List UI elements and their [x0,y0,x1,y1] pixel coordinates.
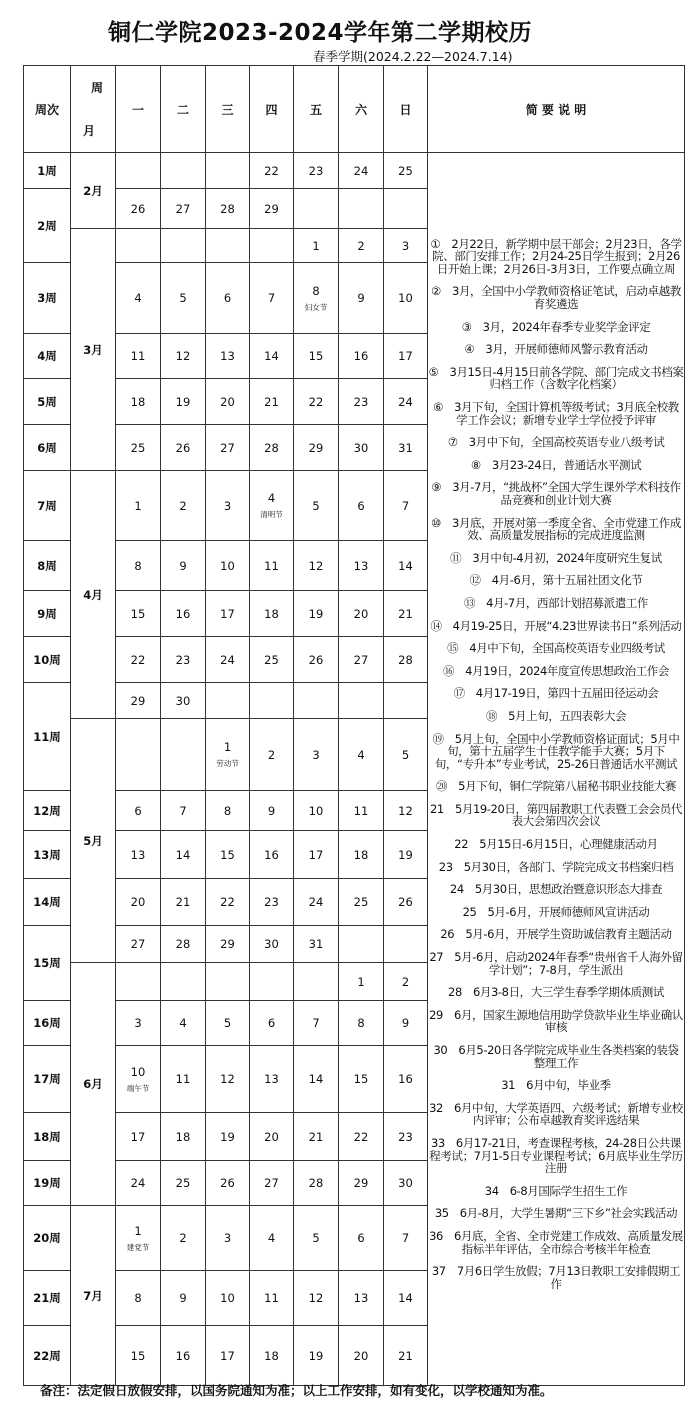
day-cell: 24 [116,1161,161,1206]
day-cell: 21 [384,1326,428,1386]
day-cell: 28 [161,926,206,963]
note-item: ⑮ 4月中下旬，全国高校英语专业四级考试 [447,641,665,656]
week-number: 3周 [24,263,71,334]
day-cell: 12 [294,541,339,591]
day-cell: 18 [116,379,161,425]
day-cell: 11 [339,791,384,831]
week-number: 14周 [24,879,71,926]
day-cell: 28 [250,425,294,471]
day-cell: 1 [294,229,339,263]
day-cell [116,1046,161,1113]
day-cell: 7 [384,471,428,541]
day-cell: 11 [250,541,294,591]
note-item: ② 3月，全国中小学教师资格证笔试，启动卓越教育奖遴选 [431,284,681,312]
day-cell [294,683,339,719]
week-number: 1周 [24,153,71,189]
day-cell: 7 [294,1001,339,1046]
day-cell: 5 [294,471,339,541]
note-item: ① 2月22日，新学期中层干部会；2月23日，各学院、部门安排工作；2月24-25日学生报到；2月26日开始上课；2月26日-3月3日，工作要点确立周 [430,236,682,276]
day-cell: 22 [339,1113,384,1161]
header-fri: 五 [294,66,339,153]
day-cell: 26 [161,425,206,471]
note-item: 26 5月-6月，开展学生资助诚信教育主题活动 [440,927,672,942]
day-cell: 6 [116,791,161,831]
day-cell: 3 [294,719,339,791]
note-item: 35 6月-8月，大学生暑期“三下乡”社会实践活动 [434,1206,678,1221]
header-thu: 四 [250,66,294,153]
holiday-label: 妇女节 [304,302,328,312]
day-cell: 19 [161,379,206,425]
day-number: 1 [223,740,232,754]
week-number: 16周 [24,1001,71,1046]
semester-range: 春季学期(2024.2.22—2024.7.14) [313,49,513,64]
day-cell [116,719,161,791]
notes-cell [428,153,685,1386]
header-week: 周次 [24,66,71,153]
header-week-month [71,66,116,153]
day-cell: 3 [116,1001,161,1046]
day-cell: 18 [250,591,294,637]
day-cell: 30 [250,926,294,963]
day-cell [206,719,250,791]
day-cell: 14 [161,831,206,879]
note-item: ③ 3月，2024年春季专业奖学金评定 [461,319,651,334]
day-cell: 30 [384,1161,428,1206]
note-item: ⑬ 4月-7月，西部计划招募派遣工作 [463,595,649,610]
day-cell: 15 [294,334,339,379]
day-cell: 9 [250,791,294,831]
header-yue: 月 [82,124,95,138]
day-cell: 11 [250,1271,294,1326]
day-cell: 30 [161,683,206,719]
note-item: 27 5月-6月，启动2024年春季“贵州省千人海外留学计划”；7-8月，学生派出 [429,950,683,977]
day-cell: 20 [339,1326,384,1386]
day-cell: 4 [250,1206,294,1271]
day-cell: 24 [206,637,250,683]
note-item: ⑲ 5月上旬，全国中小学教师资格证面试；5月中旬，第十五届学生十佳教学能手大赛；5月下旬，“专升本”专业考试，25-26日普通话水平测试 [432,731,680,771]
day-cell: 10 [206,1271,250,1326]
day-cell: 1 [339,963,384,1001]
day-cell: 10 [294,791,339,831]
note-item: ⑱ 5月上旬，五四表彰大会 [485,708,627,723]
day-cell: 27 [339,637,384,683]
day-cell: 23 [294,153,339,189]
note-item: 22 5月15日-6月15日，心理健康活动月 [454,837,658,852]
day-cell: 12 [384,791,428,831]
day-cell: 23 [161,637,206,683]
day-cell: 11 [116,334,161,379]
day-cell: 16 [250,831,294,879]
day-number: 1 [134,1223,142,1238]
holiday-label: 劳动节 [216,759,239,768]
week-number: 6周 [24,425,71,471]
month-label: 5月 [71,719,116,963]
day-cell [250,471,294,541]
day-cell: 7 [384,1206,428,1271]
footnote: 备注：法定假日放假安排，以国务院通知为准；以上工作安排，如有变化，以学校通知为准。 [40,1383,553,1398]
day-cell: 30 [339,425,384,471]
note-item: 29 6月，国家生源地信用助学贷款毕业生毕业确认审核 [429,1007,683,1035]
week-number: 10周 [24,637,71,683]
day-cell: 5 [206,1001,250,1046]
holiday-label: 清明节 [260,510,283,519]
day-cell [384,683,428,719]
day-cell: 2 [384,963,428,1001]
day-cell: 23 [250,879,294,926]
day-cell: 19 [294,591,339,637]
header-tue: 二 [161,66,206,153]
day-cell: 12 [161,334,206,379]
day-cell: 13 [250,1046,294,1113]
day-cell [161,719,206,791]
day-cell: 14 [294,1046,339,1113]
day-cell: 15 [116,1326,161,1386]
day-number: 4 [267,491,276,505]
day-cell [116,229,161,263]
note-item: ④ 3月，开展师德师风警示教育活动 [464,342,648,357]
week-number: 8周 [24,541,71,591]
day-number: 10 [130,1064,146,1079]
day-cell: 27 [116,926,161,963]
day-cell: 3 [206,471,250,541]
day-cell: 29 [250,189,294,229]
week-number: 9周 [24,591,71,637]
day-cell [116,963,161,1001]
day-cell [384,189,428,229]
day-number: 8 [312,283,320,298]
note-item: 25 5月-6月，开展师德师风宣讲活动 [462,904,650,919]
day-cell: 2 [161,471,206,541]
day-cell: 16 [339,334,384,379]
holiday-label: 端午节 [126,1083,150,1093]
note-item: 37 7月6日学生放假；7月13日教职工安排假期工作 [431,1264,681,1291]
day-cell: 29 [206,926,250,963]
day-cell [294,963,339,1001]
note-item: 28 6月3-8日，大三学生春季学期体质测试 [448,985,664,1000]
day-cell: 29 [294,425,339,471]
week-number: 2周 [24,189,71,263]
note-item: ⑤ 3月15日-4月15日前各学院、部门完成文书档案归档工作（含数字化档案） [428,364,684,392]
header-notes: 简 要 说 明 [428,66,685,153]
day-cell [250,683,294,719]
day-cell [250,963,294,1001]
note-item: 24 5月30日，思想政治暨意识形态大排查 [449,882,663,897]
day-cell: 23 [339,379,384,425]
day-cell: 17 [206,1326,250,1386]
day-cell: 17 [116,1113,161,1161]
day-cell: 31 [384,425,428,471]
day-cell: 13 [339,541,384,591]
day-cell: 9 [384,1001,428,1046]
header-wed: 三 [206,66,250,153]
week-number: 11周 [24,683,71,791]
week-number: 7周 [24,471,71,541]
week-number: 13周 [24,831,71,879]
day-cell: 27 [250,1161,294,1206]
day-cell: 5 [161,263,206,334]
day-cell: 8 [339,1001,384,1046]
day-cell: 20 [339,591,384,637]
day-cell: 26 [206,1161,250,1206]
day-cell: 31 [294,926,339,963]
day-cell: 9 [339,263,384,334]
day-cell [161,153,206,189]
day-cell: 5 [384,719,428,791]
day-cell: 16 [161,1326,206,1386]
note-item: 36 6月底，全省、全市党建工作成效、高质量发展指标半年评估，全市综合考核半年检查 [429,1228,683,1256]
day-cell: 11 [161,1046,206,1113]
day-cell: 16 [384,1046,428,1113]
day-cell: 8 [116,541,161,591]
note-item: ⑨ 3月-7月，“挑战杯”全国大学生课外学术科技作品竞赛和创业计划大赛 [431,480,681,507]
note-item: ⑳ 5月下旬，铜仁学院第八届秘书职业技能大赛 [435,779,676,794]
day-cell: 26 [294,637,339,683]
day-cell: 6 [206,263,250,334]
day-cell [206,683,250,719]
day-cell [339,926,384,963]
day-cell: 14 [384,541,428,591]
note-item: 31 6月中旬，毕业季 [501,1078,611,1093]
day-cell: 12 [206,1046,250,1113]
note-item: ⑭ 4月19-25日，开展“4.23世界读书日”系列活动 [430,618,682,633]
day-cell: 19 [206,1113,250,1161]
day-cell [116,153,161,189]
day-cell: 24 [294,879,339,926]
day-cell: 4 [161,1001,206,1046]
table-row [24,153,685,189]
note-item: ⑯ 4月19日，2024年度宣传思想政治工作会 [442,663,669,678]
day-cell: 8 [206,791,250,831]
day-cell [116,1206,161,1271]
note-item: 30 6月5-20日各学院完成毕业生各类档案的装袋整理工作 [433,1043,679,1070]
week-number: 22周 [24,1326,71,1386]
day-cell: 20 [116,879,161,926]
note-item: ⑩ 3月底，开展对第一季度全省、全市党建工作成效、高质量发展指标的完成进度监测 [431,515,681,543]
day-cell: 7 [250,263,294,334]
day-cell: 6 [339,1206,384,1271]
day-cell: 9 [161,1271,206,1326]
day-cell: 15 [206,831,250,879]
day-cell [384,926,428,963]
day-cell: 25 [161,1161,206,1206]
day-cell: 25 [250,637,294,683]
calendar-table [23,65,685,1386]
month-label: 3月 [71,229,116,471]
week-number: 5周 [24,379,71,425]
day-cell: 2 [161,1206,206,1271]
day-cell: 4 [116,263,161,334]
day-cell [161,229,206,263]
header-mon: 一 [116,66,161,153]
day-cell: 14 [250,334,294,379]
week-number: 12周 [24,791,71,831]
month-label: 6月 [71,963,116,1206]
day-cell: 17 [294,831,339,879]
day-cell: 28 [294,1161,339,1206]
day-cell: 27 [161,189,206,229]
day-cell: 2 [339,229,384,263]
day-cell: 26 [384,879,428,926]
day-cell: 28 [206,189,250,229]
note-item: 32 6月中旬，大学英语四、六级考试；新增专业校内评审；公布卓越教育奖评选结果 [429,1100,683,1128]
day-cell: 7 [161,791,206,831]
month-label: 2月 [71,153,116,229]
week-number: 19周 [24,1161,71,1206]
day-cell [339,683,384,719]
day-cell: 2 [250,719,294,791]
note-item: 33 6月17-21日，考查课程考核，24-28日公共课程考试；7月1-5日专业课程考试；6月底毕业生学历注册 [429,1135,683,1176]
day-cell: 17 [384,334,428,379]
day-cell: 6 [339,471,384,541]
day-cell: 22 [294,379,339,425]
day-cell [206,229,250,263]
note-item: ⑫ 4月-6月，第十五届社团文化节 [469,573,643,588]
day-cell: 18 [250,1326,294,1386]
day-cell: 19 [384,831,428,879]
note-item: ⑧ 3月23-24日，普通话水平测试 [470,457,642,472]
day-cell: 10 [384,263,428,334]
day-cell: 22 [250,153,294,189]
day-cell: 25 [384,153,428,189]
day-cell: 21 [294,1113,339,1161]
day-cell: 18 [339,831,384,879]
month-label: 7月 [71,1206,116,1386]
note-item: 21 5月19-20日，第四届教职工代表暨工会会员代表大会第四次会议 [430,801,682,829]
day-cell: 22 [206,879,250,926]
day-cell: 4 [339,719,384,791]
day-cell: 5 [294,1206,339,1271]
day-cell [294,189,339,229]
day-cell: 26 [116,189,161,229]
day-cell: 22 [116,637,161,683]
week-number: 4周 [24,334,71,379]
day-cell: 19 [294,1326,339,1386]
day-cell [250,229,294,263]
day-cell: 15 [116,591,161,637]
note-item: ⑰ 4月17-19日，第四十五届田径运动会 [453,686,659,701]
day-cell: 13 [206,334,250,379]
day-cell: 8 [116,1271,161,1326]
note-item: ⑦ 3月中下旬，全国高校英语专业八级考试 [447,435,665,450]
header-sun: 日 [384,66,428,153]
note-item: 23 5月30日，各部门、学院完成文书档案归档 [438,859,674,874]
day-cell: 24 [339,153,384,189]
day-cell: 28 [384,637,428,683]
day-cell: 20 [206,379,250,425]
day-cell: 21 [161,879,206,926]
header-row [24,66,685,153]
week-number: 15周 [24,926,71,1001]
note-item: 34 6-8月国际学生招生工作 [484,1183,628,1198]
day-cell: 25 [116,425,161,471]
day-cell: 14 [384,1271,428,1326]
day-cell: 6 [250,1001,294,1046]
day-cell: 24 [384,379,428,425]
header-sat: 六 [339,66,384,153]
page-title: 铜仁学院2023-2024学年第二学期校历 [107,20,533,46]
day-cell: 15 [339,1046,384,1113]
day-cell: 21 [384,591,428,637]
day-cell: 29 [116,683,161,719]
month-label: 4月 [71,471,116,719]
holiday-label: 建党节 [126,1242,150,1252]
week-number: 20周 [24,1206,71,1271]
day-cell [161,963,206,1001]
day-cell: 29 [339,1161,384,1206]
day-cell: 3 [206,1206,250,1271]
day-cell: 27 [206,425,250,471]
day-cell: 17 [206,591,250,637]
day-cell: 1 [116,471,161,541]
day-cell: 12 [294,1271,339,1326]
day-cell: 23 [384,1113,428,1161]
day-cell: 21 [250,379,294,425]
day-cell: 3 [384,229,428,263]
day-cell: 13 [116,831,161,879]
note-item: ⑪ 3月中旬-4月初，2024年度研究生复试 [450,550,662,565]
week-number: 21周 [24,1271,71,1326]
week-number: 17周 [24,1046,71,1113]
day-cell: 16 [161,591,206,637]
day-cell: 20 [250,1113,294,1161]
week-number: 18周 [24,1113,71,1161]
day-cell: 10 [206,541,250,591]
day-cell: 18 [161,1113,206,1161]
note-item: ⑥ 3月下旬，全国计算机等级考试；3月底全校教学工作会议；新增专业学士学位授予评审 [433,400,679,427]
day-cell: 25 [339,879,384,926]
day-cell [206,963,250,1001]
header-zhou: 周 [90,81,103,95]
day-cell [294,263,339,334]
day-cell: 13 [339,1271,384,1326]
day-cell [339,189,384,229]
day-cell: 9 [161,541,206,591]
day-cell [206,153,250,189]
